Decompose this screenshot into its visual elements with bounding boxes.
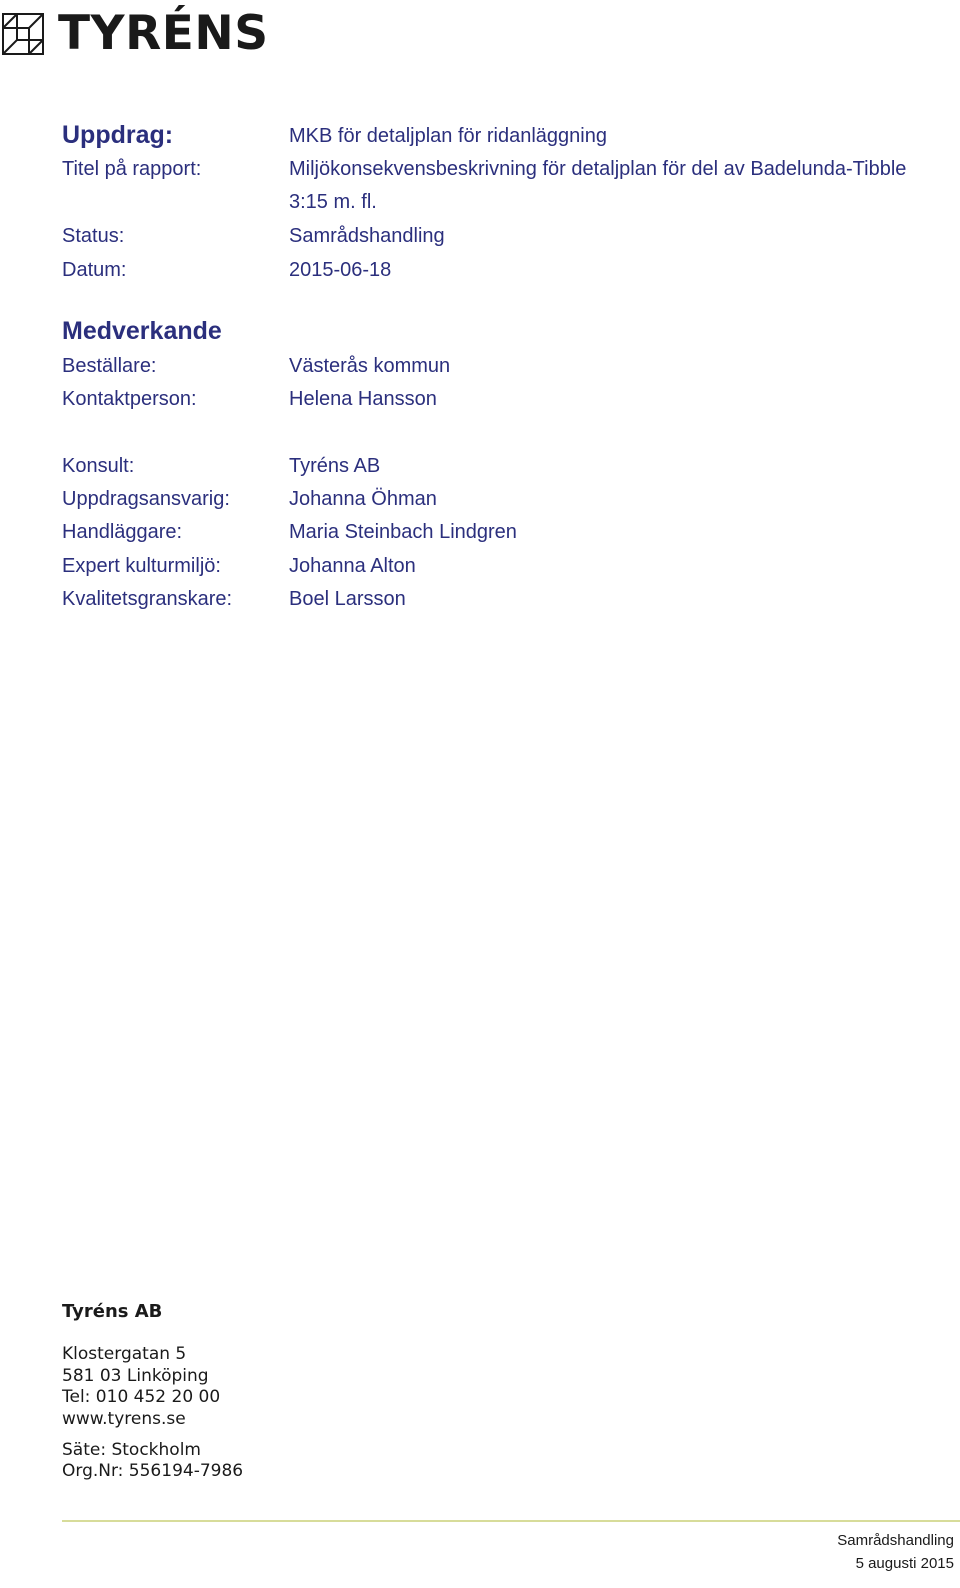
expert-kulturmiljo-label: Expert kulturmiljö: — [62, 555, 221, 577]
uppdragsansvarig-value: Johanna Öhman — [289, 488, 437, 510]
datum-value: 2015-06-18 — [289, 259, 392, 281]
status-label: Status: — [62, 225, 125, 247]
expert-kulturmiljo-value: Johanna Alton — [289, 555, 416, 577]
footer-sate: Säte: Stockholm — [62, 1440, 201, 1460]
uppdrag-label: Uppdrag: — [62, 121, 174, 149]
tyrens-cube-logo-icon — [2, 13, 44, 55]
page-footer-date: 5 augusti 2015 — [855, 1555, 954, 1572]
footer-company: Tyréns AB — [62, 1301, 163, 1322]
datum-label: Datum: — [62, 259, 127, 281]
handlaggare-label: Handläggare: — [62, 521, 183, 543]
uppdragsansvarig-label: Uppdragsansvarig: — [62, 488, 230, 510]
footer-orgnr: Org.Nr: 556194-7986 — [62, 1461, 244, 1481]
footer-tel: Tel: 010 452 20 00 — [62, 1387, 221, 1407]
status-value: Samrådshandling — [289, 225, 445, 247]
kontaktperson-value: Helena Hansson — [289, 388, 437, 410]
uppdrag-value: MKB för detaljplan för ridanläggning — [289, 125, 607, 147]
handlaggare-value: Maria Steinbach Lindgren — [289, 521, 517, 543]
logo-wordmark: TYRÉNS — [58, 6, 269, 61]
footer-divider — [62, 1520, 960, 1522]
titel-value-line1: Miljökonsekvensbeskrivning för detaljplan för del av Badelunda-Tibble — [289, 158, 907, 180]
footer-web: www.tyrens.se — [62, 1409, 186, 1429]
page-footer-status: Samrådshandling — [837, 1532, 954, 1549]
tyrens-logo — [2, 6, 269, 61]
kvalitetsgranskare-value: Boel Larsson — [289, 588, 406, 610]
konsult-value: Tyréns AB — [289, 455, 381, 477]
bestallare-label: Beställare: — [62, 355, 157, 377]
titel-label: Titel på rapport: — [62, 158, 202, 180]
bestallare-value: Västerås kommun — [289, 355, 451, 377]
kontaktperson-label: Kontaktperson: — [62, 388, 197, 410]
kvalitetsgranskare-label: Kvalitetsgranskare: — [62, 588, 233, 610]
footer-street: Klostergatan 5 — [62, 1344, 187, 1364]
konsult-label: Konsult: — [62, 455, 135, 477]
titel-value-line2: 3:15 m. fl. — [289, 191, 377, 213]
medverkande-heading: Medverkande — [62, 317, 222, 345]
footer-city: 581 03 Linköping — [62, 1366, 209, 1386]
